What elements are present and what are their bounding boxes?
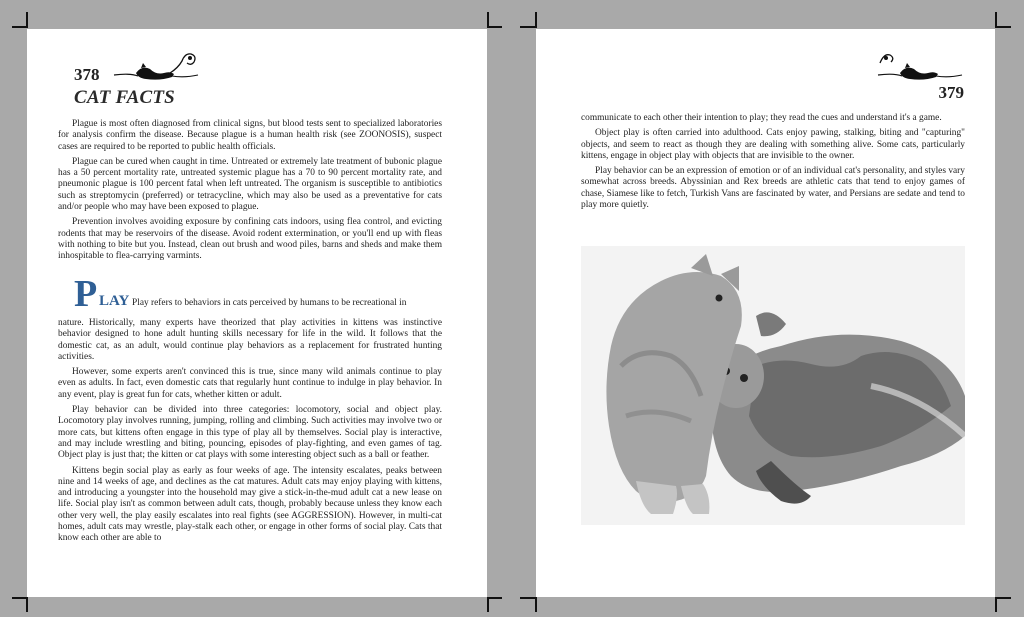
left-page [27, 29, 487, 597]
drop-cap: P [74, 273, 98, 315]
crop-mark-icon [995, 26, 1011, 28]
crop-mark-icon [487, 12, 489, 28]
page-number: 378 [74, 65, 100, 84]
cats-playing-photo [581, 246, 965, 525]
paragraph: Object play is often carried into adulthood. Cats enjoy pawing, stalking, biting and "capturing" objects, and seem to react as though they are dealing with something alive. Some cats, particularly kittens, engage in object play with objects that are invisible to the owner. [581, 128, 965, 161]
paragraph: Plague can be cured when caught in time. Untreated or extremely late treatment of bubonic plague has a 50 percent mortality rate, untreated systemic plague has a 70 to 90 percent mortality rate, and pneumonic plague is 100 percent fatal when left untreated. The organism is susceptible to antibiotics such as streptomycin (preferred) or tetracycline, which may also be used as a preventative for cats and/or people who may have been exposed to plague. [58, 156, 442, 213]
crop-mark-icon [487, 597, 489, 612]
crop-mark-icon [12, 597, 27, 599]
crop-mark-icon [520, 597, 536, 599]
crop-mark-icon [26, 12, 28, 28]
crop-mark-icon [487, 597, 502, 599]
entry-heading-rest: LAY [99, 293, 130, 309]
crop-mark-icon [12, 26, 27, 28]
crop-mark-icon [535, 597, 537, 612]
crop-mark-icon [535, 12, 537, 28]
paragraph: Play behavior can be divided into three categories: locomotory, social and object play. Locomotory play involves running, jumping, rolling and climbing. Such activities may involve two or more cats, but kittens often engage in this type of play all by themselves. Social play is interactive, and may include wrestling and biting, pouncing, episodes of play-fighting, and even games of tag. Object play is just that; the kitten or cat plays with some interesting object such as a ball or feather. [58, 405, 442, 461]
paragraph: Play behavior can be an expression of emotion or of an individual cat's personality, and styles vary somewhat across breeds. Abyssinian and Rex breeds are athletic cats that tend to enjoy games of chase, Siamese like to fetch, Turkish Vans are fascinated by water, and Persians are sedate and tend to play more quietly. [581, 166, 965, 211]
cat-ornament-icon [874, 43, 966, 83]
crop-mark-icon [995, 597, 997, 612]
paragraph: However, some experts aren't convinced this is true, since many wild animals continue to play even as adults. In fact, even domestic cats that regularly hunt continue to indulge in play behavior. In any event, play is great fun for cats, whether kitten or adult. [58, 367, 442, 400]
paragraph: Kittens begin social play as early as four weeks of age. The intensity escalates, peaks between nine and 14 weeks of age, and declines as the cat matures. Adult cats may enjoy playing with kittens, and introducing a youngster into the household may give a stick-in-the-mud adult cat a new lease on life. Social play isn't as common between adult cats, though, probably because unless they know each other very well, the play easily escalates into real fights (see AGGRESSION). However, in multi-cat homes, adult cats may wrestle, play-stalk each other, or engage in other forms of social play. Cats that know each other are able to [58, 465, 442, 544]
crop-mark-icon [487, 26, 502, 28]
body-text [581, 113, 965, 215]
paragraph: Prevention involves avoiding exposure by confining cats indoors, using flea control, and evicting rodents that may be reservoirs of the disease. Avoid rodent extermination, or you'll end up with fleas with nothing to bite but you. Instead, clean out brush and wood piles, barns and sheds and make them inhospitable to flea-carrying varmints. [58, 217, 442, 262]
cat-ornament-icon [112, 43, 202, 83]
page-number: 379 [938, 83, 964, 102]
paragraph: communicate to each other their intention to play; they read the cues and understand it's a game. [581, 113, 942, 123]
entry-intro: Play refers to behaviors in cats perceived by humans to be recreational in [132, 298, 407, 308]
paragraph: nature. Historically, many experts have theorized that play activities in kittens was instinctive behavior designed to hone adult hunting skills necessary for life in the wild. It follows that the domestic cat, as an adult, would continue play behaviors as a replacement for frustrated hunting activities. [58, 318, 442, 362]
body-text-top [58, 119, 442, 267]
right-page [536, 29, 995, 597]
crop-mark-icon [26, 597, 28, 612]
body-text-bottom [58, 318, 442, 549]
running-head: CAT FACTS [74, 87, 175, 108]
crop-mark-icon [995, 597, 1011, 599]
crop-mark-icon [520, 26, 536, 28]
paragraph: Plague is most often diagnosed from clinical signs, but blood tests sent to specialized laboratories for analysis confirm the disease. Because plague is a human health risk (see ZOONOSIS), suspect cases are required to be reported to public health officials. [58, 119, 442, 152]
crop-mark-icon [995, 12, 997, 28]
entry-heading [74, 273, 442, 317]
